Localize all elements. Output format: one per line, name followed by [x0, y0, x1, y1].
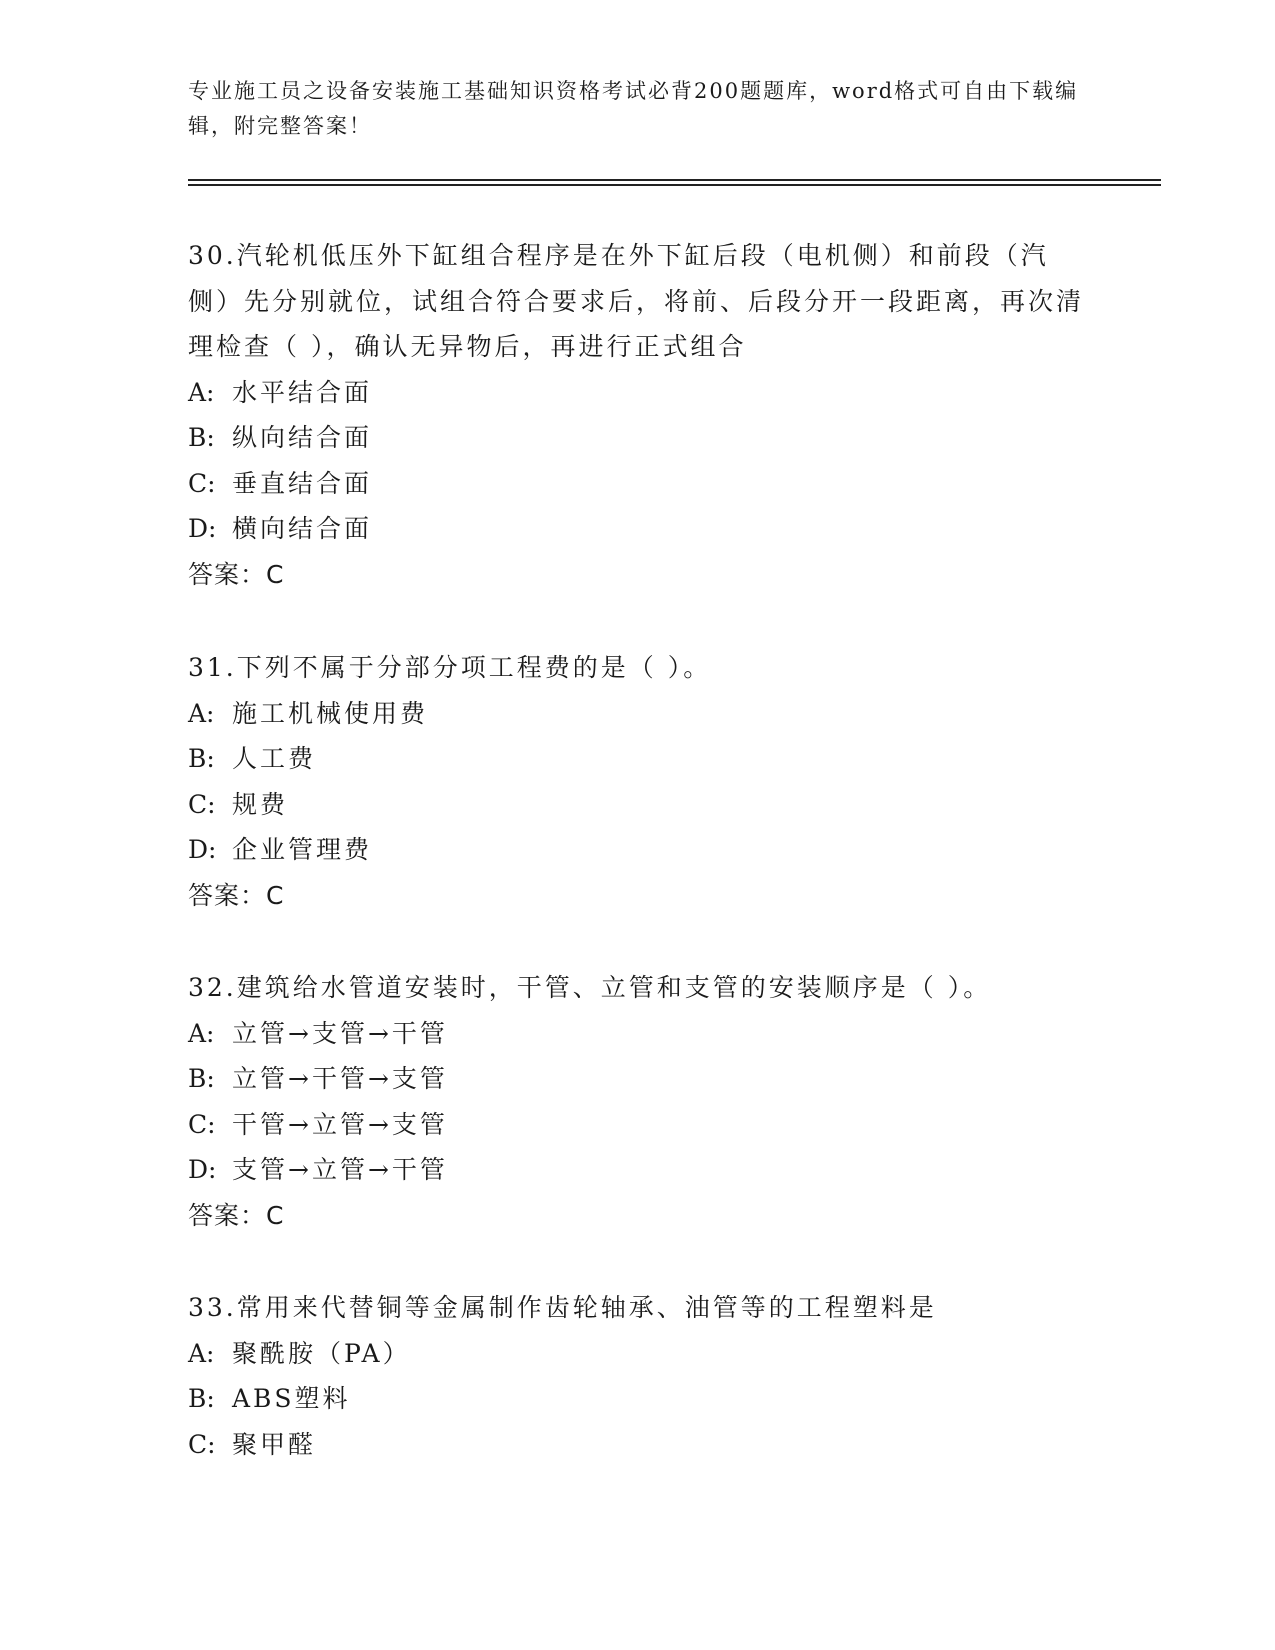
option-text: 施工机械使用费: [232, 698, 429, 728]
option-a: [188, 1331, 1088, 1377]
option-letter: C:: [188, 1429, 216, 1459]
answer-line: 答案：C: [188, 559, 285, 589]
option-letter: A:: [188, 1018, 215, 1048]
answer-line: 答案：C: [188, 1200, 285, 1230]
option-text: 立管→支管→干管: [232, 1018, 448, 1048]
question-stem: 30.汽轮机低压外下缸组合程序是在外下缸后段（电机侧）和前段（汽侧）先分别就位，试组合符合要求后，将前、后段分开一段距离，再次清理检查（ ），确认无异物后，再进行正式组合: [188, 241, 1085, 361]
option-a: [188, 1011, 1088, 1057]
option-d: [188, 827, 1088, 873]
option-text: 横向结合面: [232, 514, 373, 543]
option-c: [188, 782, 1088, 828]
option-text: 垂直结合面: [232, 468, 373, 498]
question-stem: 31.下列不属于分部分项工程费的是（ ）。: [188, 653, 712, 682]
question-32: [188, 965, 1088, 1238]
option-text: 水平结合面: [232, 377, 373, 407]
document-header: 专业施工员之设备安装施工基础知识资格考试必背200题题库，word格式可自由下载编辑，附完整答案！: [188, 79, 1079, 138]
option-d: [188, 1147, 1088, 1193]
option-d: [188, 506, 1088, 552]
option-text: 聚酰胺（PA）: [232, 1338, 411, 1368]
option-b: [188, 1376, 1088, 1422]
option-text: 干管→立管→支管: [232, 1109, 448, 1139]
option-letter: B:: [188, 1384, 215, 1413]
option-letter: D:: [188, 1155, 217, 1184]
option-letter: C:: [188, 789, 216, 819]
option-letter: B:: [188, 423, 215, 452]
option-text: ABS塑料: [232, 1384, 351, 1413]
option-text: 聚甲醛: [232, 1429, 317, 1459]
option-b: [188, 415, 1088, 461]
option-text: 企业管理费: [232, 835, 373, 864]
option-letter: A:: [188, 698, 215, 728]
option-a: [188, 691, 1088, 737]
option-c: [188, 1422, 1088, 1468]
option-text: 规费: [232, 789, 289, 819]
option-letter: D:: [188, 514, 217, 543]
option-letter: D:: [188, 835, 217, 864]
option-letter: A:: [188, 1338, 215, 1368]
option-letter: C:: [188, 1109, 216, 1139]
header-divider-top: [188, 179, 1161, 181]
option-letter: A:: [188, 377, 215, 407]
option-text: 支管→立管→干管: [232, 1155, 448, 1184]
option-c: [188, 1102, 1088, 1148]
header-divider-bottom: [188, 184, 1161, 186]
question-33: [188, 1285, 1088, 1467]
option-letter: C:: [188, 468, 216, 498]
option-b: [188, 736, 1088, 782]
question-stem: 32.建筑给水管道安装时，干管、立管和支管的安装顺序是（ ）。: [188, 973, 992, 1002]
option-letter: B:: [188, 744, 215, 773]
option-a: [188, 370, 1088, 416]
question-31: [188, 645, 1088, 918]
option-letter: B:: [188, 1064, 215, 1093]
question-30: [188, 233, 1088, 597]
question-stem: 33.常用来代替铜等金属制作齿轮轴承、油管等的工程塑料是: [188, 1293, 937, 1322]
option-text: 人工费: [232, 744, 317, 773]
option-c: [188, 461, 1088, 507]
option-b: [188, 1056, 1088, 1102]
answer-line: 答案：C: [188, 880, 285, 910]
option-text: 立管→干管→支管: [232, 1064, 448, 1093]
option-text: 纵向结合面: [232, 423, 373, 452]
